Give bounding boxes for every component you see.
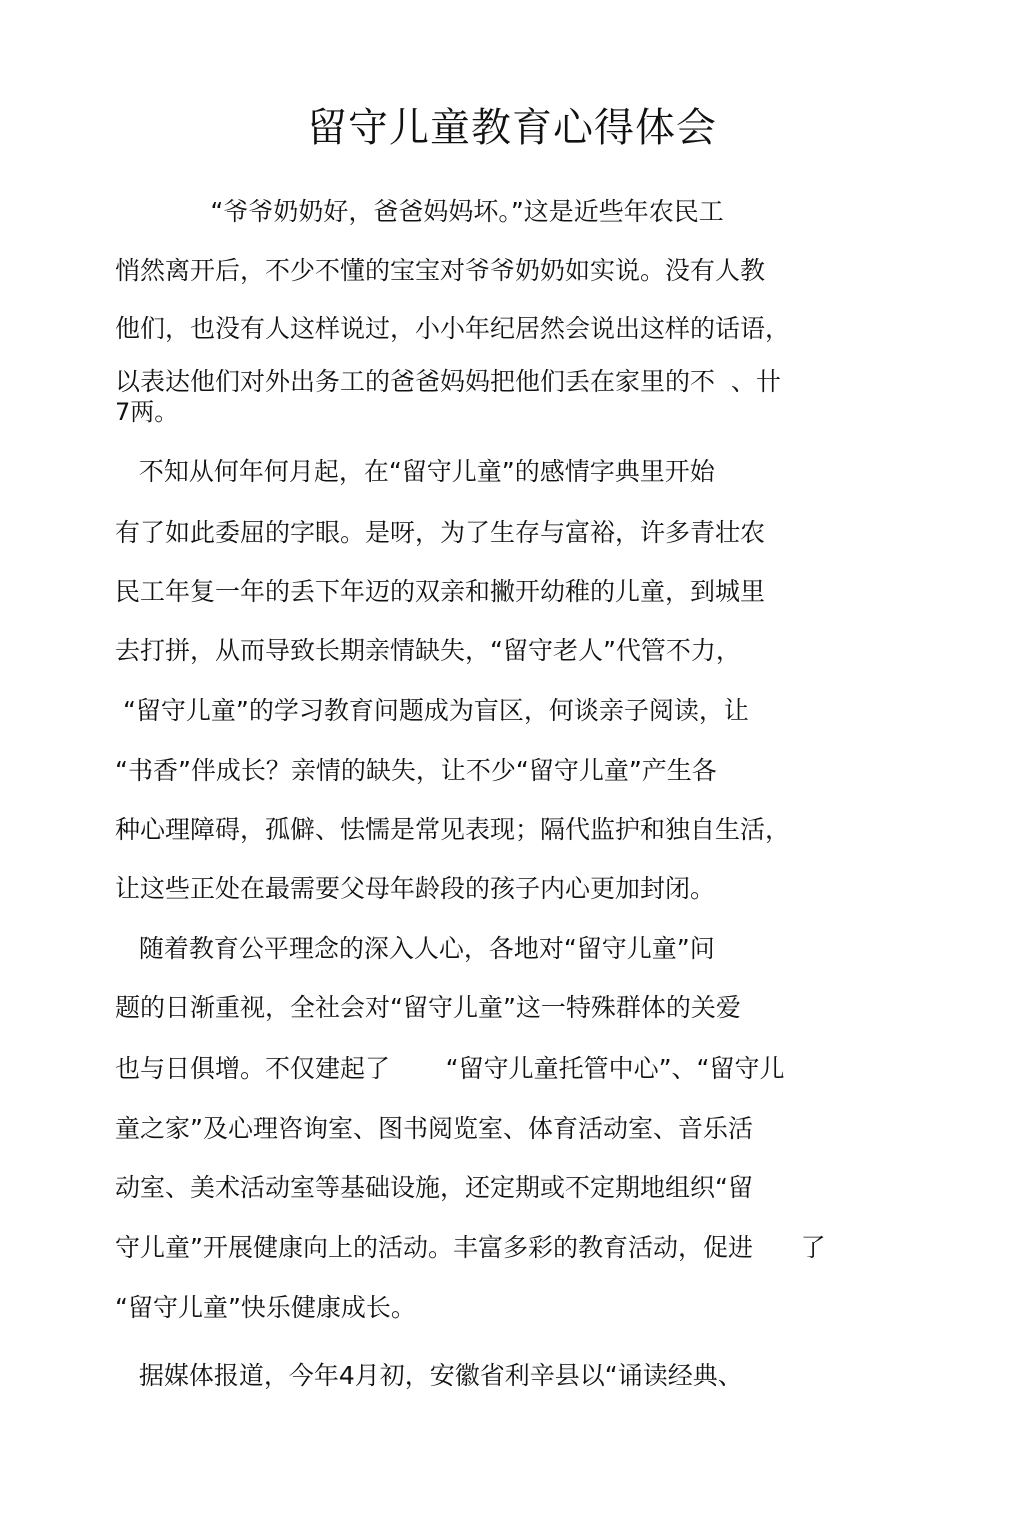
paragraph-line: 种心理障碍，孤僻、怯懦是常见表现；隔代监护和独自生活， <box>115 815 791 844</box>
paragraph-line: 让这些正处在最需要父母年龄段的孩子内心更加封闭。 <box>115 874 716 903</box>
paragraph-line: 不知从何年何月起，在“留守儿童”的感情字典里开始 <box>115 457 715 486</box>
paragraph-line: 他们，也没有人这样说过，小小年纪居然会说出这样的话语， <box>115 314 791 343</box>
paragraph-line: “留守儿童”快乐健康成长。 <box>115 1293 416 1322</box>
paragraph-line: “书香”伴成长？亲情的缺失，让不少“留守儿童”产生各 <box>115 756 717 785</box>
paragraph-line: 7两。 <box>115 398 179 426</box>
paragraph-line: 去打拼，从而导致长期亲情缺失，“留守老人”代管不力， <box>115 636 741 665</box>
paragraph-line: “留守儿童”的学习教育问题成为盲区，何谈亲子阅读，让 <box>115 696 749 725</box>
page-title: 留守儿童教育心得体会 <box>307 105 717 151</box>
paragraph-line: 也与日俱增。不仅建起了 “留守儿童托管中心”、“留守儿 <box>115 1054 785 1083</box>
paragraph-line: 以表达他们对外出务工的爸爸妈妈把他们丢在家里的不 、卄 <box>115 367 781 396</box>
paragraph-line: 童之家”及心理咨询室、图书阅览室、体育活动室、音乐活 <box>115 1114 753 1143</box>
paragraph-line: 守儿童”开展健康向上的活动。丰富多彩的教育活动，促进 了 <box>115 1233 826 1262</box>
paragraph-line: 据媒体报道，今年4月初，安徽省利辛县以“诵读经典、 <box>115 1361 743 1390</box>
paragraph-line: 悄然离开后，不少不懂的宝宝对爷爷奶奶如实说。没有人教 <box>115 256 766 285</box>
paragraph-line: 有了如此委屈的字眼。是呀，为了生存与富裕，许多青壮农 <box>115 518 766 547</box>
paragraph-line: “爷爷奶奶好，爸爸妈妈坏。”这是近些年农民工 <box>115 197 724 226</box>
paragraph-line: 题的日渐重视，全社会对“留守儿童”这一特殊群体的关爱 <box>115 993 741 1022</box>
paragraph-line: 民工年复一年的丢下年迈的双亲和撇开幼稚的儿童，到城里 <box>115 577 766 606</box>
paragraph-line: 随着教育公平理念的深入人心，各地对“留守儿童”问 <box>115 934 715 963</box>
paragraph-line: 动室、美术活动室等基础设施，还定期或不定期地组织“留 <box>115 1173 753 1202</box>
